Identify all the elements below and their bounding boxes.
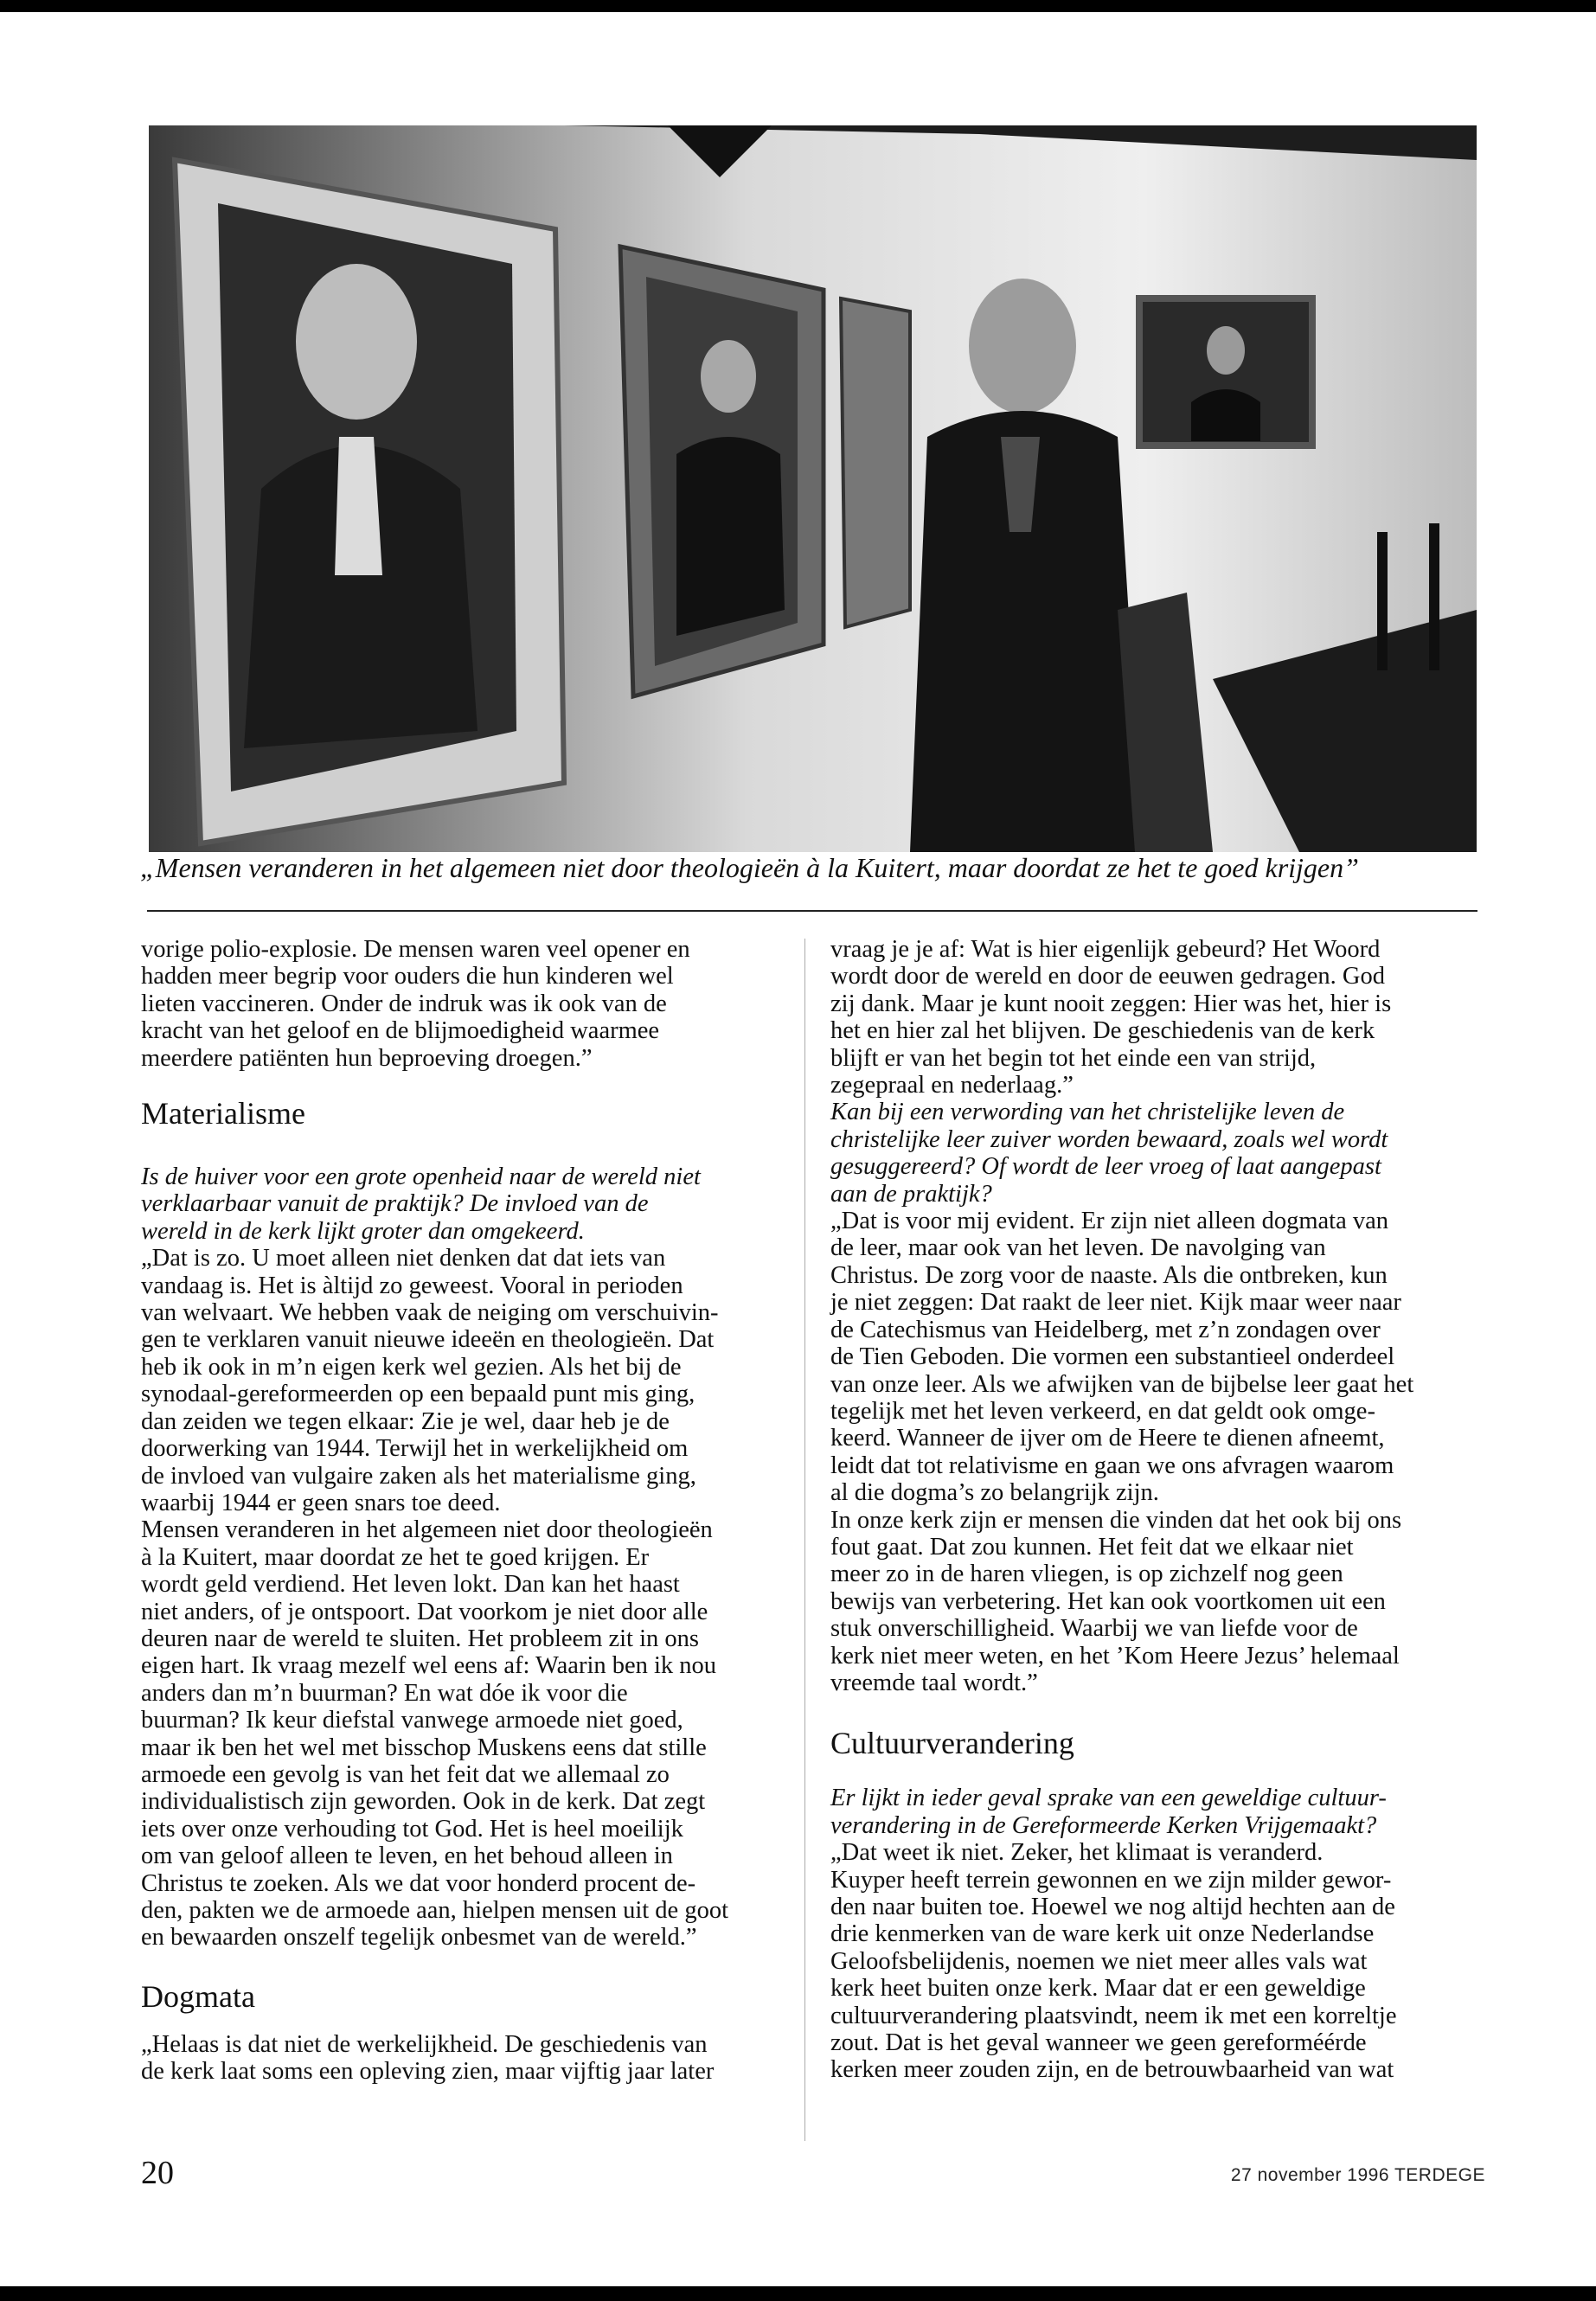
interview-answer bbox=[830, 1208, 1475, 1696]
text-line: de kerk laat soms een opleving zien, maar vijftig jaar later bbox=[141, 2058, 715, 2086]
section-heading-cultuurverandering: Cultuurverandering bbox=[830, 1726, 1074, 1761]
column-divider bbox=[804, 939, 805, 2141]
text-line: en bewaarden onszelf tegelijk onbesmet van de wereld.” bbox=[141, 1924, 697, 1952]
text-line: gesuggereerd? Of wordt de leer vroeg of laat aangepast bbox=[830, 1153, 1381, 1181]
text-line: wereld in de kerk lijkt groter dan omgekeerd. bbox=[141, 1217, 585, 1245]
interview-question bbox=[830, 1099, 1475, 1208]
text-line: anders dan m’n buurman? En wat dóe ik voor die bbox=[141, 1679, 628, 1707]
text-line: Mensen veranderen in het algemeen niet door theologieën bbox=[141, 1516, 713, 1544]
interview-question bbox=[830, 1785, 1475, 1839]
page-number: 20 bbox=[141, 2155, 174, 2191]
section-heading-dogmata: Dogmata bbox=[141, 1978, 255, 2014]
text-line: Christus. De zorg voor de naaste. Als die ontbreken, kun bbox=[830, 1261, 1388, 1289]
text-line: zij dank. Maar je kunt nooit zeggen: Hier was het, hier is bbox=[830, 990, 1392, 1017]
text-line: je niet zeggen: Dat raakt de leer niet. Kijk maar weer naar bbox=[830, 1289, 1401, 1317]
text-line: Christus te zoeken. Als we dat voor honderd procent de- bbox=[141, 1869, 696, 1897]
text-line: Is de huiver voor een grote openheid naar de wereld niet bbox=[141, 1163, 701, 1191]
text-line: van onze leer. Als we afwijken van de bijbelse leer gaat het bbox=[830, 1370, 1414, 1398]
text-line: het en hier zal het blijven. De geschiedenis van de kerk bbox=[830, 1017, 1375, 1045]
text-line: armoede een gevolg is van het feit dat we allemaal zo bbox=[141, 1760, 670, 1788]
text-line: cultuurverandering plaatsvindt, neem ik met een korreltje bbox=[830, 2002, 1397, 2029]
text-line: om van geloof alleen te leven, en het behoud alleen in bbox=[141, 1843, 673, 1870]
text-line: doorwerking van 1944. Terwijl het in werkelijkheid om bbox=[141, 1435, 689, 1463]
text-line: buurman? Ik keur diefstal vanwege armoede niet goed, bbox=[141, 1707, 683, 1734]
text-line: wordt door de wereld en door de eeuwen gedragen. God bbox=[830, 963, 1386, 990]
text-line: waarbij 1944 er geen snars toe deed. bbox=[141, 1489, 501, 1516]
photo-illustration bbox=[149, 125, 1477, 852]
text-line: vandaag is. Het is àltijd zo geweest. Vooral in perioden bbox=[141, 1272, 683, 1299]
text-line: Kan bij een verwording van het christelijke leven de bbox=[830, 1099, 1345, 1126]
text-line: iets over onze verhouding tot God. Het is heel moeilijk bbox=[141, 1815, 683, 1843]
interview-question bbox=[141, 1163, 807, 1245]
caption-rule bbox=[147, 910, 1477, 912]
top-border-bar bbox=[0, 0, 1596, 12]
text-line: drie kenmerken van de ware kerk uit onze Nederlandse bbox=[830, 1920, 1375, 1948]
text-line: Geloofsbelijdenis, noemen we niet meer alles vals wat bbox=[830, 1947, 1368, 1975]
article-column-right bbox=[830, 936, 1475, 2084]
text-line: aan de praktijk? bbox=[830, 1180, 992, 1208]
interview-answer bbox=[830, 1839, 1475, 2084]
text-line: zout. Dat is het geval wanneer we geen gereforméérde bbox=[830, 2029, 1367, 2057]
text-line: à la Kuitert, maar doordat ze het te goed krijgen. Er bbox=[141, 1543, 650, 1571]
text-line: „Dat is zo. U moet alleen niet denken dat dat iets van bbox=[141, 1245, 666, 1272]
text-line: maar ik ben het wel met bisschop Muskens eens dat stille bbox=[141, 1734, 707, 1761]
text-line: fout gaat. Dat zou kunnen. Het feit dat we elkaar niet bbox=[830, 1533, 1354, 1561]
text-line: keerd. Wanneer de ijver om de Heere te dienen afneemt, bbox=[830, 1425, 1385, 1452]
text-line: leidt dat tot relativisme en gaan we ons afvragen waarom bbox=[830, 1452, 1394, 1479]
text-line: individualistisch zijn geworden. Ook in de kerk. Dat zegt bbox=[141, 1788, 706, 1816]
text-line: bewijs van verbetering. Het kan ook voortkomen uit een bbox=[830, 1587, 1386, 1615]
text-line: eigen hart. Ik vraag mezelf wel eens af: Waarin ben ik nou bbox=[141, 1652, 717, 1680]
text-line: de leer, maar ook van het leven. De navolging van bbox=[830, 1234, 1326, 1262]
text-line: vraag je je af: Wat is hier eigenlijk gebeurd? Het Woord bbox=[830, 936, 1381, 963]
article-column-left bbox=[141, 936, 807, 2086]
text-line: gen te verklaren vanuit nieuwe ideeën en theologieën. Dat bbox=[141, 1326, 715, 1354]
text-line: christelijke leer zuiver worden bewaard, zoals wel wordt bbox=[830, 1125, 1388, 1153]
text-line: „Helaas is dat niet de werkelijkheid. De geschiedenis van bbox=[141, 2030, 708, 2058]
text-line: de Tien Geboden. Die vormen een substantieel onderdeel bbox=[830, 1343, 1395, 1371]
text-line: Kuyper heeft terrein gewonnen en we zijn milder gewor- bbox=[830, 1866, 1392, 1894]
text-line: dan zeiden we tegen elkaar: Zie je wel, daar heb je de bbox=[141, 1407, 670, 1435]
text-line: den naar buiten toe. Hoewel we nog altijd hechten aan de bbox=[830, 1894, 1395, 1920]
text-line: kerk heet buiten onze kerk. Maar dat er een geweldige bbox=[830, 1975, 1366, 2003]
text-line: zegepraal en nederlaag.” bbox=[830, 1072, 1074, 1099]
text-line: den, pakten we de armoede aan, hielpen mensen uit de goot bbox=[141, 1897, 729, 1924]
text-line: Er lijkt in ieder geval sprake van een geweldige cultuur- bbox=[830, 1785, 1387, 1812]
text-line: hadden meer begrip voor ouders die hun kinderen wel bbox=[141, 963, 674, 990]
text-line: blijft er van het begin tot het einde een van strijd, bbox=[830, 1044, 1317, 1072]
article-photo bbox=[149, 125, 1477, 852]
bottom-border-bar bbox=[0, 2286, 1596, 2301]
photo-caption: „Mensen veranderen in het algemeen niet door theologieën à la Kuitert, maar doordat ze het te goed krijgen” bbox=[140, 852, 1359, 883]
text-line: meer zo in de haren vliegen, is op zichzelf nog geen bbox=[830, 1561, 1343, 1588]
text-line: niet anders, of je ontspoort. Dat voorkom je niet door alle bbox=[141, 1598, 708, 1625]
left-intro-paragraph bbox=[141, 936, 807, 1072]
text-line: verklaarbaar vanuit de praktijk? De invloed van de bbox=[141, 1190, 649, 1218]
text-line: meerdere patiënten hun beproeving droegen.” bbox=[141, 1044, 593, 1072]
text-line: al die dogma’s zo belangrijk zijn. bbox=[830, 1479, 1159, 1507]
text-line: kerk niet meer weten, en het ’Kom Heere Jezus’ helemaal bbox=[830, 1642, 1400, 1670]
right-intro-paragraph bbox=[830, 936, 1475, 1099]
text-line: kerken meer zouden zijn, en de betrouwbaarheid van wat bbox=[830, 2056, 1394, 2084]
text-line: kracht van het geloof en de blijmoedigheid waarmee bbox=[141, 1017, 660, 1045]
text-line: de Catechismus van Heidelberg, met z’n zondagen over bbox=[830, 1316, 1381, 1343]
interview-answer bbox=[141, 1245, 807, 1952]
text-line: In onze kerk zijn er mensen die vinden dat het ook bij ons bbox=[830, 1506, 1402, 1534]
text-line: van welvaart. We hebben vaak de neiging om verschuivin- bbox=[141, 1299, 719, 1327]
text-line: stuk onverschilligheid. Waarbij we van liefde voor de bbox=[830, 1615, 1358, 1643]
section-heading-materialisme: Materialisme bbox=[141, 1096, 305, 1131]
text-line: tegelijk met het leven verkeerd, en dat geldt ook omge- bbox=[830, 1397, 1375, 1425]
text-line: lieten vaccineren. Onder de indruk was ik ook van de bbox=[141, 990, 667, 1017]
text-line: vreemde taal wordt.” bbox=[830, 1669, 1038, 1696]
text-line: verandering in de Gereformeerde Kerken Vrijgemaakt? bbox=[830, 1811, 1377, 1839]
text-line: „Dat is voor mij evident. Er zijn niet alleen dogmata van bbox=[830, 1208, 1389, 1235]
text-line: vorige polio-explosie. De mensen waren veel opener en bbox=[141, 936, 690, 963]
interview-answer bbox=[141, 2031, 807, 2086]
text-line: deuren naar de wereld te sluiten. Het probleem zit in ons bbox=[141, 1625, 699, 1652]
text-line: „Dat weet ik niet. Zeker, het klimaat is veranderd. bbox=[830, 1839, 1324, 1867]
text-line: synodaal-gereformeerden op een bepaald punt mis ging, bbox=[141, 1381, 695, 1408]
text-line: wordt geld verdiend. Het leven lokt. Dan kan het haast bbox=[141, 1571, 680, 1599]
text-line: de invloed van vulgaire zaken als het materialisme ging, bbox=[141, 1462, 696, 1490]
issue-footer: 27 november 1996 TERDEGE bbox=[1230, 2165, 1485, 2185]
text-line: heb ik ook in m’n eigen kerk wel gezien. Als het bij de bbox=[141, 1353, 682, 1381]
